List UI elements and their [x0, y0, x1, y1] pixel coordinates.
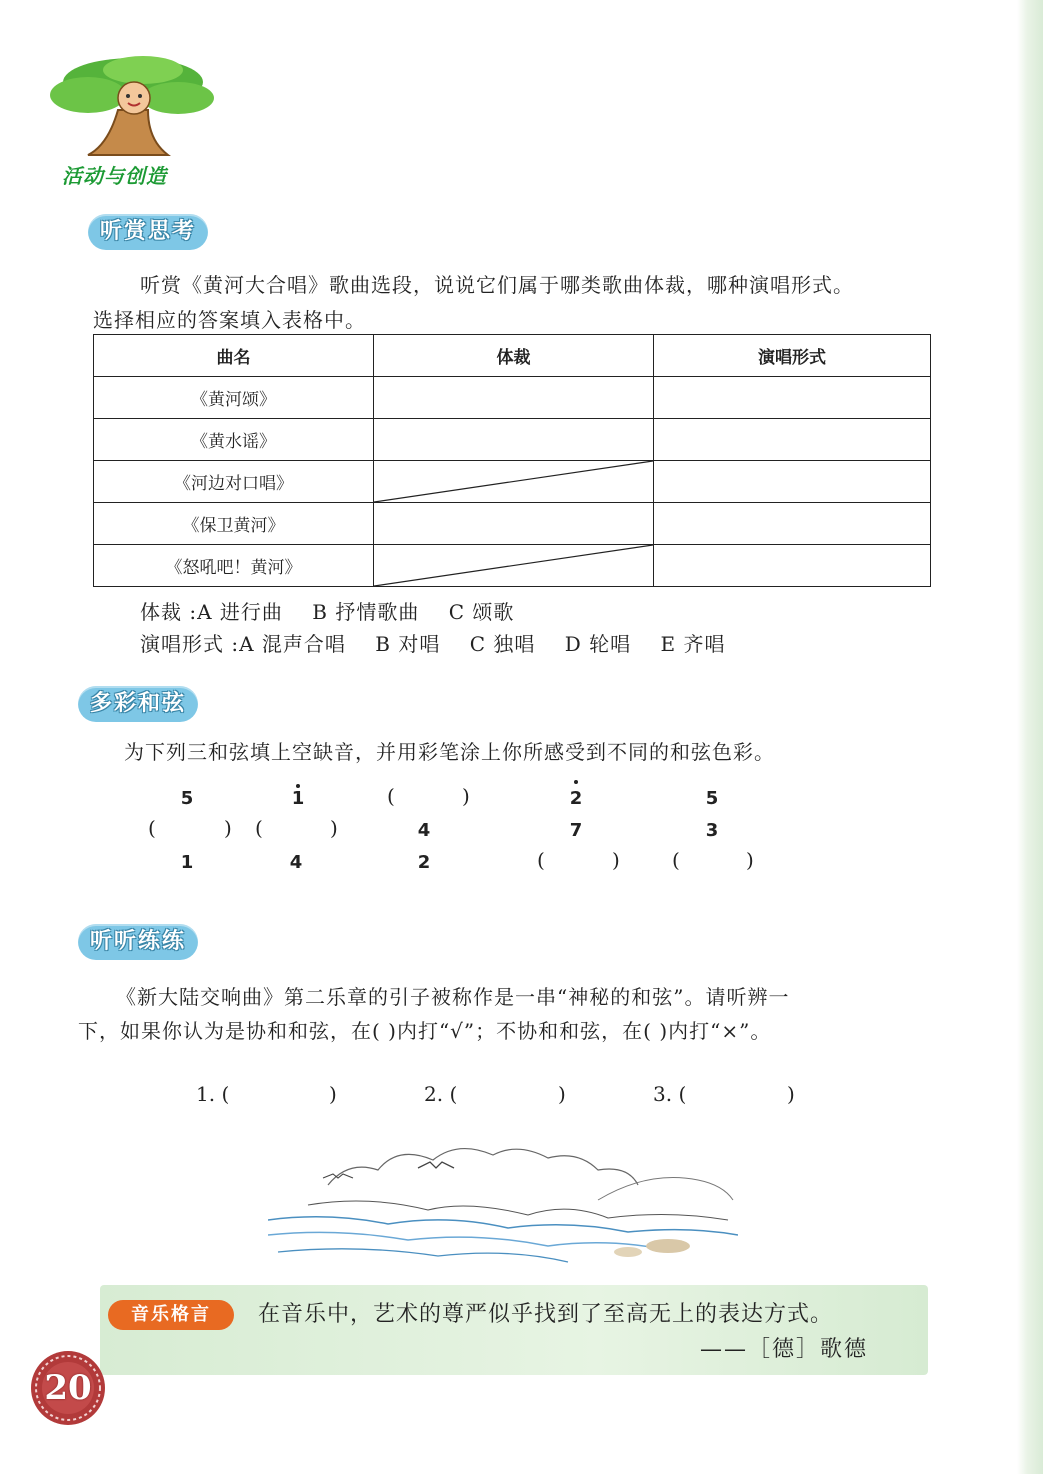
form-answer-cell[interactable] [654, 419, 931, 461]
table-row [94, 545, 931, 587]
chord5-middle-note: 3 [705, 820, 719, 841]
chord3-bottom-note: 2 [417, 852, 431, 873]
header-singing-form: 演唱形式 [654, 335, 931, 377]
answer-3-label: 3. ( [653, 1082, 687, 1106]
genre-option-c: C 颂歌 [448, 600, 515, 624]
genre-answer-cell-crossed [374, 545, 654, 587]
chord3-middle-note: 4 [417, 820, 431, 841]
diagonal-slash [374, 545, 653, 586]
header-genre: 体裁 [374, 335, 654, 377]
header-song-name: 曲名 [94, 335, 374, 377]
answer-3-close[interactable]: ) [787, 1082, 795, 1106]
form-option-b: B 对唱 [375, 632, 441, 656]
genre-option-a: 体裁 :A 进行曲 [140, 600, 283, 624]
form-option-e: E 齐唱 [660, 632, 726, 656]
genre-answer-cell[interactable] [374, 419, 654, 461]
form-option-d: D 轮唱 [564, 632, 632, 656]
genre-answer-cell-crossed [374, 461, 654, 503]
genre-option-b: B 抒情歌曲 [312, 600, 420, 624]
chord4-blank-close[interactable]: ) [612, 848, 620, 872]
page-number-seal [30, 1350, 106, 1426]
chord2-bottom-note: 4 [289, 852, 303, 873]
table-row [94, 461, 931, 503]
page-edge-decoration [1017, 0, 1043, 1474]
practice-instruction-line1: 《新大陆交响曲》第二乐章的引子被称作是一串“神秘的和弦”。请听辨一 [116, 985, 790, 1009]
table-header-row [94, 335, 931, 377]
chord5-blank-close[interactable]: ) [746, 848, 754, 872]
quote-text: 在音乐中，艺术的尊严似乎找到了至高无上的表达方式。 [258, 1302, 834, 1327]
answer-2-close[interactable]: ) [558, 1082, 566, 1106]
chords-section-title: 多彩和弦 [78, 686, 198, 722]
listening-practice-title: 听听练练 [78, 924, 198, 960]
listening-section-title: 听赏思考 [88, 214, 208, 250]
practice-instruction-line2: 下，如果你认为是协和和弦，在( )内打“√”；不协和和弦，在( )内打“×”。 [78, 1019, 772, 1043]
high-octave-dot [574, 780, 578, 784]
song-name-cell: 《黄河颂》 [94, 377, 374, 419]
quote-author: ——［德］歌德 [700, 1337, 869, 1362]
chords-instruction: 为下列三和弦填上空缺音，并用彩笔涂上你所感受到不同的和弦色彩。 [124, 740, 775, 764]
form-legend [140, 628, 725, 657]
chord2-blank-close[interactable]: ) [330, 816, 338, 840]
tree-mascot-illustration [48, 50, 218, 160]
form-option-a: 演唱形式 :A 混声合唱 [140, 632, 346, 656]
chord5-top-note: 5 [705, 788, 719, 809]
chord1-top-note: 5 [180, 788, 194, 809]
song-name-cell: 《怒吼吧！黄河》 [94, 545, 374, 587]
listening-instruction-line2: 选择相应的答案填入表格中。 [93, 308, 366, 332]
form-answer-cell[interactable] [654, 503, 931, 545]
chord2-blank-open: ( [255, 816, 263, 840]
chord2-top-note: 1 [291, 788, 305, 809]
answer-1-close[interactable]: ) [329, 1082, 337, 1106]
answer-2-label: 2. ( [424, 1082, 458, 1106]
song-name-cell: 《保卫黄河》 [94, 503, 374, 545]
form-option-c: C 独唱 [469, 632, 536, 656]
genre-answer-cell[interactable] [374, 377, 654, 419]
table-row [94, 503, 931, 545]
form-answer-cell[interactable] [654, 461, 931, 503]
section-title: 活动与创造 [62, 164, 167, 188]
genre-answer-cell[interactable] [374, 503, 654, 545]
table-row [94, 377, 931, 419]
form-answer-cell[interactable] [654, 377, 931, 419]
chord3-blank-close[interactable]: ) [462, 784, 470, 808]
listening-instruction-line1: 听赏《黄河大合唱》歌曲选段，说说它们属于哪类歌曲体裁，哪种演唱形式。 [140, 273, 854, 297]
chord4-top-note: 2 [569, 788, 583, 809]
page-number: 20 [44, 1368, 92, 1408]
music-quote-tag: 音乐格言 [108, 1300, 234, 1330]
answer-table [93, 334, 931, 587]
chord4-blank-open: ( [537, 848, 545, 872]
chord1-blank-open: ( [148, 816, 156, 840]
genre-legend [140, 596, 514, 625]
chord1-bottom-note: 1 [180, 852, 194, 873]
chord4-middle-note: 7 [569, 820, 583, 841]
seascape-illustration [268, 1140, 738, 1272]
form-answer-cell[interactable] [654, 545, 931, 587]
diagonal-slash [374, 461, 653, 502]
table-row [94, 419, 931, 461]
song-name-cell: 《黄水谣》 [94, 419, 374, 461]
chord5-blank-open: ( [672, 848, 680, 872]
chord3-blank-open: ( [387, 784, 395, 808]
answer-1-label: 1. ( [196, 1082, 230, 1106]
chord1-blank-close[interactable]: ) [224, 816, 232, 840]
song-name-cell: 《河边对口唱》 [94, 461, 374, 503]
